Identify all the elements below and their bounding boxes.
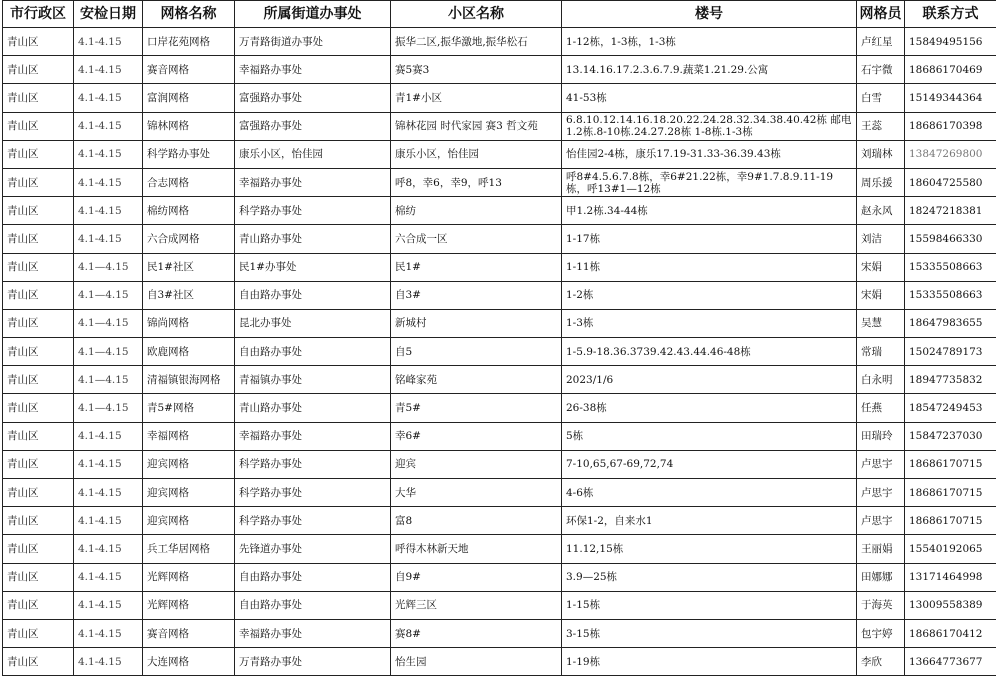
cell-buildings[interactable]: 11.12,15栋 [562,535,857,563]
cell-district[interactable]: 青山区 [3,591,74,619]
cell-grid-worker[interactable]: 周乐援 [857,168,905,196]
header-community: 小区名称 [391,1,562,28]
cell-district[interactable]: 青山区 [3,253,74,281]
cell-street-office[interactable]: 自由路办事处 [235,281,391,309]
cell-contact[interactable]: 18547249453 [905,394,997,422]
inspection-table [2,0,996,676]
cell-grid-worker[interactable]: 吴慧 [857,309,905,337]
cell-community[interactable]: 怡生园 [391,648,562,676]
cell-buildings[interactable]: 1-2栋 [562,281,857,309]
table-row [3,253,997,281]
cell-date[interactable]: 4.1-4.15 [74,507,143,535]
cell-community[interactable]: 呼8，幸6，幸9，呼13 [391,168,562,196]
cell-grid-name[interactable]: 六合成网格 [143,225,235,253]
cell-buildings[interactable]: 7-10,65,67-69,72,74 [562,450,857,478]
cell-street-office[interactable]: 自由路办事处 [235,338,391,366]
table-row [3,112,997,140]
cell-street-office[interactable]: 自由路办事处 [235,591,391,619]
cell-date[interactable]: 4.1-4.15 [74,140,143,168]
cell-grid-name[interactable]: 口岸花苑网格 [143,28,235,56]
cell-buildings[interactable]: 1-15栋 [562,591,857,619]
cell-date[interactable]: 4.1-4.15 [74,56,143,84]
table-row [3,648,997,676]
cell-community[interactable]: 振华二区,振华激地,振华松石 [391,28,562,56]
cell-community[interactable]: 光辉三区 [391,591,562,619]
cell-grid-name[interactable]: 合志网格 [143,168,235,196]
cell-grid-name[interactable]: 光辉网格 [143,591,235,619]
cell-grid-worker[interactable]: 李欣 [857,648,905,676]
cell-contact[interactable]: 18686170715 [905,507,997,535]
cell-community[interactable]: 赛5赛3 [391,56,562,84]
header-grid-name: 网格名称 [143,1,235,28]
cell-street-office[interactable]: 科学路办事处 [235,450,391,478]
cell-community[interactable]: 赛8# [391,619,562,647]
cell-district[interactable]: 青山区 [3,84,74,112]
cell-contact[interactable]: 15847237030 [905,422,997,450]
cell-grid-name[interactable]: 幸福网格 [143,422,235,450]
cell-community[interactable]: 民1# [391,253,562,281]
cell-street-office[interactable]: 青福镇办事处 [235,366,391,394]
cell-street-office[interactable]: 幸福路办事处 [235,422,391,450]
table-row [3,479,997,507]
cell-grid-worker[interactable]: 包宇婷 [857,619,905,647]
table-row [3,535,997,563]
table-row [3,366,997,394]
cell-contact[interactable]: 13171464998 [905,563,997,591]
cell-buildings[interactable]: 6.8.10.12.14.16.18.20.22.24.28.32.34.38.40.42栋 邮电1.2栋.8-10栋.24.27.28栋 1-8栋.1-3栋 [562,112,857,140]
table-row [3,309,997,337]
cell-date[interactable]: 4.1—4.15 [74,309,143,337]
cell-grid-worker[interactable]: 田瑞玲 [857,422,905,450]
cell-buildings[interactable]: 1-11栋 [562,253,857,281]
header-buildings: 楼号 [562,1,857,28]
cell-contact[interactable]: 15540192065 [905,535,997,563]
cell-contact[interactable]: 13009558389 [905,591,997,619]
header-date: 安检日期 [74,1,143,28]
cell-grid-name[interactable]: 迎宾网格 [143,507,235,535]
cell-grid-worker[interactable]: 王丽娟 [857,535,905,563]
cell-grid-worker[interactable]: 石宇微 [857,56,905,84]
cell-contact[interactable]: 15335508663 [905,281,997,309]
cell-community[interactable]: 锦林花园 时代家园 赛3 哲文苑 [391,112,562,140]
cell-street-office[interactable]: 幸福路办事处 [235,619,391,647]
cell-contact[interactable]: 18686170715 [905,479,997,507]
cell-contact[interactable]: 18947735832 [905,366,997,394]
cell-grid-worker[interactable]: 卢思宇 [857,479,905,507]
cell-date[interactable]: 4.1-4.15 [74,648,143,676]
cell-grid-name[interactable]: 自3#社区 [143,281,235,309]
table-row [3,168,997,196]
cell-street-office[interactable]: 富强路办事处 [235,112,391,140]
cell-buildings[interactable]: 1-3栋 [562,309,857,337]
cell-buildings[interactable]: 13.14.16.17.2.3.6.7.9.蔬菜1.21.29.公寓 [562,56,857,84]
cell-street-office[interactable]: 昆北办事处 [235,309,391,337]
cell-buildings[interactable]: 4-6栋 [562,479,857,507]
cell-contact[interactable]: 18686170412 [905,619,997,647]
cell-contact[interactable]: 18686170469 [905,56,997,84]
cell-buildings[interactable]: 环保1-2，自来水1 [562,507,857,535]
cell-grid-worker[interactable]: 刘瑞林 [857,140,905,168]
cell-grid-worker[interactable]: 赵永风 [857,197,905,225]
cell-contact[interactable]: 18647983655 [905,309,997,337]
table-row [3,450,997,478]
cell-grid-name[interactable]: 欧鹿网格 [143,338,235,366]
cell-community[interactable]: 新城村 [391,309,562,337]
table-row [3,225,997,253]
table-row [3,591,997,619]
cell-street-office[interactable]: 青山路办事处 [235,225,391,253]
cell-district[interactable]: 青山区 [3,281,74,309]
cell-date[interactable]: 4.1-4.15 [74,591,143,619]
cell-date[interactable]: 4.1—4.15 [74,394,143,422]
cell-buildings[interactable]: 1-12栋，1-3栋，1-3栋 [562,28,857,56]
cell-street-office[interactable]: 自由路办事处 [235,563,391,591]
cell-district[interactable]: 青山区 [3,619,74,647]
cell-buildings[interactable]: 1-5.9-18.36.3739.42.43.44.46-48栋 [562,338,857,366]
cell-community[interactable]: 自3# [391,281,562,309]
cell-date[interactable]: 4.1-4.15 [74,28,143,56]
cell-district[interactable]: 青山区 [3,197,74,225]
cell-grid-worker[interactable]: 宋娟 [857,253,905,281]
cell-community[interactable]: 自9# [391,563,562,591]
cell-buildings[interactable]: 2023/1/6 [562,366,857,394]
cell-street-office[interactable]: 科学路办事处 [235,197,391,225]
cell-district[interactable]: 青山区 [3,140,74,168]
cell-contact[interactable]: 18686170715 [905,450,997,478]
cell-grid-worker[interactable]: 卢红星 [857,28,905,56]
table-row [3,338,997,366]
cell-buildings[interactable]: 41-53栋 [562,84,857,112]
cell-contact[interactable]: 18604725580 [905,168,997,196]
cell-buildings[interactable]: 5栋 [562,422,857,450]
table-row [3,563,997,591]
spreadsheet [2,0,996,685]
cell-buildings[interactable]: 甲1.2栋.34-44栋 [562,197,857,225]
cell-community[interactable]: 自5 [391,338,562,366]
cell-grid-name[interactable]: 棉纺网格 [143,197,235,225]
cell-grid-name[interactable]: 兵工华居网格 [143,535,235,563]
cell-district[interactable]: 青山区 [3,338,74,366]
header-street-office: 所属街道办事处 [235,1,391,28]
cell-date[interactable]: 4.1-4.15 [74,422,143,450]
cell-date[interactable]: 4.1-4.15 [74,112,143,140]
cell-grid-worker[interactable]: 卢思宇 [857,507,905,535]
cell-grid-name[interactable]: 科学路办事处 [143,140,235,168]
cell-community[interactable]: 棉纺 [391,197,562,225]
cell-contact[interactable]: 18686170398 [905,112,997,140]
cell-street-office[interactable]: 富强路办事处 [235,84,391,112]
cell-contact[interactable]: 15024789173 [905,338,997,366]
cell-district[interactable]: 青山区 [3,168,74,196]
table-row [3,56,997,84]
cell-community[interactable]: 幸6# [391,422,562,450]
cell-contact[interactable]: 13847269800 [905,140,997,168]
cell-district[interactable]: 青山区 [3,56,74,84]
cell-community[interactable]: 青1#小区 [391,84,562,112]
cell-contact[interactable]: 13664773677 [905,648,997,676]
cell-grid-worker[interactable]: 王蕊 [857,112,905,140]
cell-street-office[interactable]: 幸福路办事处 [235,168,391,196]
cell-date[interactable]: 4.1-4.15 [74,168,143,196]
cell-street-office[interactable]: 科学路办事处 [235,507,391,535]
cell-date[interactable]: 4.1—4.15 [74,338,143,366]
cell-grid-worker[interactable]: 刘洁 [857,225,905,253]
table-row [3,281,997,309]
cell-buildings[interactable]: 3-15栋 [562,619,857,647]
cell-date[interactable]: 4.1-4.15 [74,619,143,647]
cell-date[interactable]: 4.1-4.15 [74,535,143,563]
cell-buildings[interactable]: 1-17栋 [562,225,857,253]
cell-grid-worker[interactable]: 常瑞 [857,338,905,366]
cell-date[interactable]: 4.1-4.15 [74,450,143,478]
cell-district[interactable]: 青山区 [3,28,74,56]
cell-community[interactable]: 呼得木林新天地 [391,535,562,563]
table-row [3,140,997,168]
cell-district[interactable]: 青山区 [3,225,74,253]
cell-grid-name[interactable]: 大连网格 [143,648,235,676]
cell-district[interactable]: 青山区 [3,479,74,507]
cell-street-office[interactable]: 幸福路办事处 [235,56,391,84]
cell-street-office[interactable]: 万青路街道办事处 [235,28,391,56]
cell-date[interactable]: 4.1—4.15 [74,281,143,309]
table-row [3,197,997,225]
cell-district[interactable]: 青山区 [3,112,74,140]
cell-buildings[interactable]: 怡佳园2-4栋，康乐17.19-31.33-36.39.43栋 [562,140,857,168]
header-contact: 联系方式 [905,1,997,28]
cell-contact[interactable]: 18247218381 [905,197,997,225]
cell-grid-worker[interactable]: 白雪 [857,84,905,112]
cell-grid-name[interactable]: 迎宾网格 [143,450,235,478]
table-row [3,28,997,56]
cell-grid-worker[interactable]: 田娜娜 [857,563,905,591]
table-row [3,422,997,450]
cell-date[interactable]: 4.1-4.15 [74,563,143,591]
cell-contact[interactable]: 15849495156 [905,28,997,56]
cell-grid-name[interactable]: 民1#社区 [143,253,235,281]
cell-street-office[interactable]: 先锋道办事处 [235,535,391,563]
cell-street-office[interactable]: 万青路办事处 [235,648,391,676]
cell-grid-name[interactable]: 锦林网格 [143,112,235,140]
cell-street-office[interactable]: 青山路办事处 [235,394,391,422]
cell-buildings[interactable]: 1-19栋 [562,648,857,676]
cell-grid-name[interactable]: 迎宾网格 [143,479,235,507]
cell-grid-worker[interactable]: 于海英 [857,591,905,619]
cell-buildings[interactable]: 3.9—25栋 [562,563,857,591]
cell-community[interactable]: 迎宾 [391,450,562,478]
cell-community[interactable]: 大华 [391,479,562,507]
cell-grid-worker[interactable]: 卢思宇 [857,450,905,478]
cell-district[interactable]: 青山区 [3,535,74,563]
header-row [3,1,997,28]
table-row [3,507,997,535]
cell-street-office[interactable]: 康乐小区，怡佳园 [235,140,391,168]
cell-community[interactable]: 康乐小区，怡佳园 [391,140,562,168]
cell-community[interactable]: 青5# [391,394,562,422]
cell-contact[interactable]: 15149344364 [905,84,997,112]
cell-community[interactable]: 富8 [391,507,562,535]
cell-grid-worker[interactable]: 白永明 [857,366,905,394]
table-row [3,619,997,647]
cell-grid-worker[interactable]: 任燕 [857,394,905,422]
cell-buildings[interactable]: 呼8#4.5.6.7.8栋，幸6#21.22栋，幸9#1.7.8.9.11-19栋，呼13#1—12栋 [562,168,857,196]
cell-contact[interactable]: 15335508663 [905,253,997,281]
cell-date[interactable]: 4.1-4.15 [74,479,143,507]
cell-community[interactable]: 铭峰家苑 [391,366,562,394]
table-row [3,84,997,112]
cell-grid-name[interactable]: 富润网格 [143,84,235,112]
cell-district[interactable]: 青山区 [3,507,74,535]
cell-date[interactable]: 4.1-4.15 [74,225,143,253]
cell-street-office[interactable]: 民1#办事处 [235,253,391,281]
cell-grid-name[interactable]: 青5#网格 [143,394,235,422]
cell-district[interactable]: 青山区 [3,366,74,394]
cell-grid-name[interactable]: 清福镇银海网格 [143,366,235,394]
cell-grid-worker[interactable]: 宋娟 [857,281,905,309]
cell-date[interactable]: 4.1—4.15 [74,253,143,281]
cell-district[interactable]: 青山区 [3,394,74,422]
cell-district[interactable]: 青山区 [3,422,74,450]
cell-community[interactable]: 六合成一区 [391,225,562,253]
cell-contact[interactable]: 15598466330 [905,225,997,253]
cell-district[interactable]: 青山区 [3,563,74,591]
cell-grid-name[interactable]: 锦尚网格 [143,309,235,337]
cell-grid-name[interactable]: 赛音网格 [143,619,235,647]
cell-date[interactable]: 4.1—4.15 [74,366,143,394]
cell-date[interactable]: 4.1-4.15 [74,197,143,225]
header-district: 市行政区 [3,1,74,28]
cell-grid-name[interactable]: 光辉网格 [143,563,235,591]
cell-grid-name[interactable]: 赛音网格 [143,56,235,84]
cell-date[interactable]: 4.1-4.15 [74,84,143,112]
cell-district[interactable]: 青山区 [3,309,74,337]
cell-street-office[interactable]: 科学路办事处 [235,479,391,507]
cell-district[interactable]: 青山区 [3,450,74,478]
table-row [3,394,997,422]
header-grid-worker: 网格员 [857,1,905,28]
cell-buildings[interactable]: 26-38栋 [562,394,857,422]
cell-district[interactable]: 青山区 [3,648,74,676]
